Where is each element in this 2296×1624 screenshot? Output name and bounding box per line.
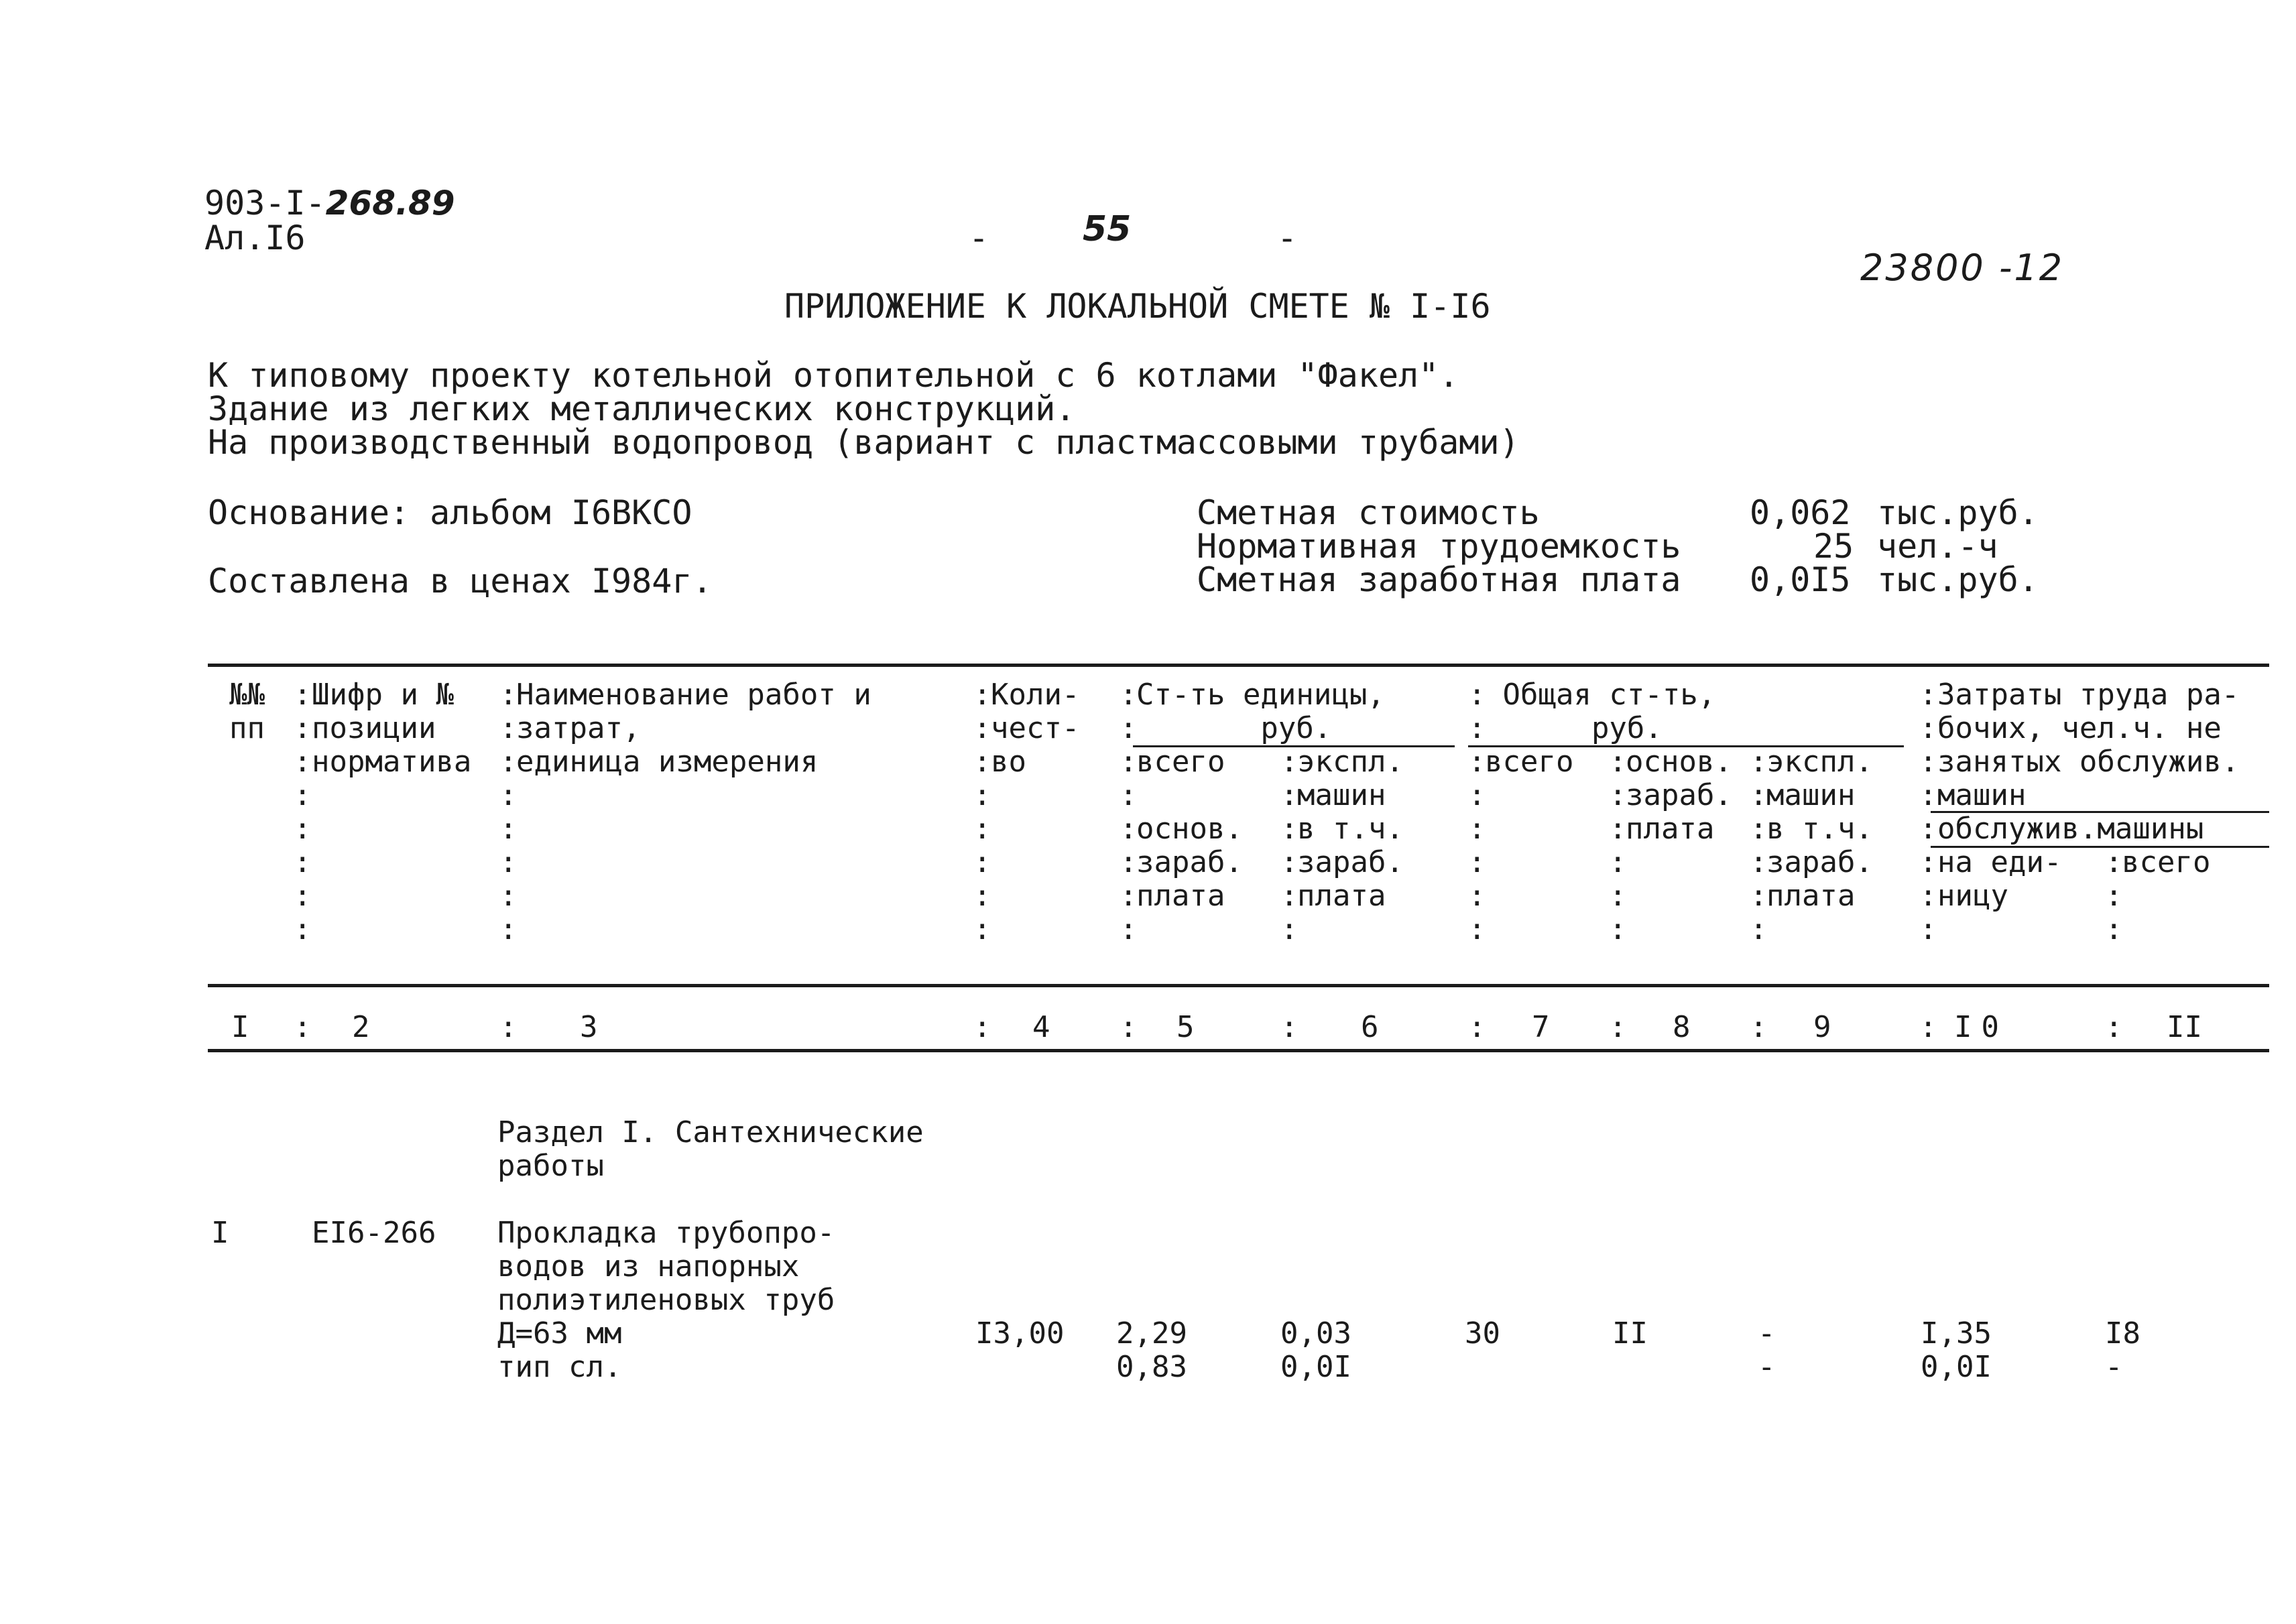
- page-number: 55: [1083, 209, 1132, 249]
- intro-line-3: На производственный водопровод (вариант с пластмассовыми трубами): [208, 423, 1520, 462]
- colnum-8: 8: [1673, 1010, 1691, 1044]
- header-name: Наименование работ и затрат, единица измерения: [516, 678, 871, 779]
- header-total: всего: [1485, 745, 1574, 779]
- header-total-cost: Общая ст-ть, руб.: [1502, 678, 1716, 745]
- colnum-7: 7: [1532, 1010, 1550, 1044]
- colnum-10: I0: [1954, 1010, 2008, 1044]
- page-dash-right: -: [1277, 218, 1298, 257]
- intro-line-1: К типовому проекту котельной отопительной с 6 котлами "Факел".: [208, 356, 1459, 395]
- colnum-9: 9: [1813, 1010, 1831, 1044]
- row-unit-total: 2,29 0,83: [1116, 1316, 1187, 1384]
- row-unit-mach: 0,03 0,0I: [1280, 1316, 1351, 1384]
- summary-label-wages: Сметная заработная плата: [1197, 560, 1681, 599]
- header-total-mach: экспл. машин в т.ч. зараб. плата: [1766, 745, 1873, 913]
- colnum-6: 6: [1361, 1010, 1379, 1044]
- section-title: Раздел I. Сантехнические работы: [497, 1115, 924, 1183]
- colnum-1: I: [231, 1010, 249, 1044]
- header-unit-total: всего основ. зараб. плата: [1136, 745, 1243, 913]
- col-sep-6: : : : : : :: [1280, 745, 1298, 946]
- colnum-bottom-rule: [208, 1049, 2269, 1052]
- page-title: ПРИЛОЖЕНИЕ К ЛОКАЛЬНОЙ СМЕТЕ № I-I6: [784, 287, 1491, 326]
- row-num: I: [211, 1216, 229, 1250]
- header-labor-unit: на еди- ницу: [1937, 845, 2062, 913]
- row-labor-total: I8 -: [2105, 1316, 2140, 1384]
- colnum-5: 5: [1176, 1010, 1195, 1044]
- page-dash-left: -: [969, 218, 989, 257]
- col-sep-7: : : : : : : : :: [1468, 678, 1486, 946]
- header-num: №№ пп: [229, 678, 265, 745]
- col-sep-8: : : : : : :: [1609, 745, 1627, 946]
- header-labor: Затраты труда ра- бочих, чел.ч. не занятых обслужив. машин: [1937, 678, 2240, 812]
- intro-line-2: Здание из легких металлических конструкций.: [208, 389, 1076, 428]
- header-bottom-rule: [208, 984, 2269, 987]
- basis-line: Основание: альбом I6ВКСО: [208, 493, 692, 532]
- row-total-wages: II: [1612, 1316, 1648, 1351]
- row-name: Прокладка трубопро- водов из напорных полиэтиленовых труб Д=63 мм тип сл.: [497, 1216, 835, 1384]
- col-sep-3: : : : : : : : :: [499, 678, 518, 946]
- stamp-number: 23800 -12: [1860, 247, 2065, 289]
- row-labor-unit: I,35 0,0I: [1921, 1316, 1992, 1384]
- summary-value-wages: 0,0I5: [1750, 560, 1851, 599]
- header-total-wages: основ. зараб. плата: [1626, 745, 1732, 846]
- summary-unit-wages: тыс.руб.: [1877, 560, 2039, 599]
- col-sep-9: : : : : : :: [1750, 745, 1768, 946]
- header-labor-total: всего: [2122, 845, 2211, 879]
- header-code: Шифр и № позиции норматива: [312, 678, 472, 779]
- prices-line: Составлена в ценах I984г.: [208, 562, 713, 601]
- row-qty: I3,00: [975, 1316, 1065, 1351]
- summary-value-labor: 25: [1813, 527, 1854, 566]
- header-qty: Коли- чест- во: [991, 678, 1080, 779]
- summary-label-cost: Сметная стоимость: [1197, 493, 1540, 532]
- col-sep-5: : : : : : : : :: [1120, 678, 1138, 946]
- header-labor-maint: обслужив.машины: [1937, 812, 2204, 846]
- doc-code-printed: 903-I-: [204, 184, 326, 223]
- col-sep-2: : : : : : : : :: [294, 678, 312, 946]
- table-top-rule: [208, 664, 2269, 667]
- header-unit-cost: Ст-ть единицы, руб.: [1136, 678, 1385, 745]
- colnum-2: 2: [352, 1010, 370, 1044]
- album-label: Ал.I6: [204, 218, 306, 257]
- row-code: ЕI6-266: [312, 1216, 436, 1250]
- col-sep-10: : : : : : : : :: [1919, 678, 1937, 946]
- colnum-11: II: [2167, 1010, 2202, 1044]
- colnum-4: 4: [1032, 1010, 1050, 1044]
- colnum-3: 3: [580, 1010, 598, 1044]
- doc-code: [204, 184, 455, 223]
- summary-value-cost: 0,062: [1750, 493, 1851, 532]
- page: 903-I-268.89 Ал.I6 - 55 - 23800 -12 ПРИЛОЖЕНИЕ К ЛОКАЛЬНОЙ СМЕТЕ № I-I6 К типовому проекту котельной отопительной с 6 котлами "Факел". Здание из легких металлических конструкций. На производственный водопровод (вариант с пластмассовыми трубами) Основание: альбом I6ВКСО Составлена в ценах I984г. Сметная стоимость 0,062 тыс.руб. Нормативная трудоемкость 25 чел.-ч Сметная заработная плата 0,0I5 тыс.руб. : : : : : : : : : : : : : : : : : : : : : : : : : : : : : : : : : : : : : : : : : : : : : : : : : : : : : : : : : : : : : : : : : : : : : №№ пп Шифр и № позиции норматива Наименование работ и затрат, единица измерения Коли- чест- во Ст-ть единицы, руб. всего основ. зараб. плата экспл. машин в т.ч. зараб. плата Общая ст-ть, руб. всего основ. зараб. плата экспл. машин в т.ч. зараб. плата Затраты труда ра- бочих, чел.ч. не занятых обслужив. машин обслужив.машины на еди- ницу всего I : 2 : 3 : 4 : 5 : 6 : 7 : 8 : 9 : I0 : II Раздел I. Сантехнические работы I ЕI6-266 Прокладка трубопро- водов из напорных полиэтиленовых труб Д=63 мм тип сл. I3,00 2,29 0,83 0,03 0,0I 30 II - - I,35 0,0I I8 -: [0, 0, 2296, 1624]
- summary-unit-labor: чел.-ч: [1877, 527, 1998, 566]
- row-total: 30: [1465, 1316, 1500, 1351]
- row-total-mach: - -: [1758, 1316, 1776, 1384]
- summary-unit-cost: тыс.руб.: [1877, 493, 2039, 532]
- doc-code-handwritten: 268.89: [325, 184, 455, 223]
- header-unit-mach: экспл. машин в т.ч. зараб. плата: [1297, 745, 1404, 913]
- summary-label-labor: Нормативная трудоемкость: [1197, 527, 1681, 566]
- col-sep-4: : : : : : : : :: [973, 678, 991, 946]
- col-sep-11: : : :: [2105, 845, 2123, 946]
